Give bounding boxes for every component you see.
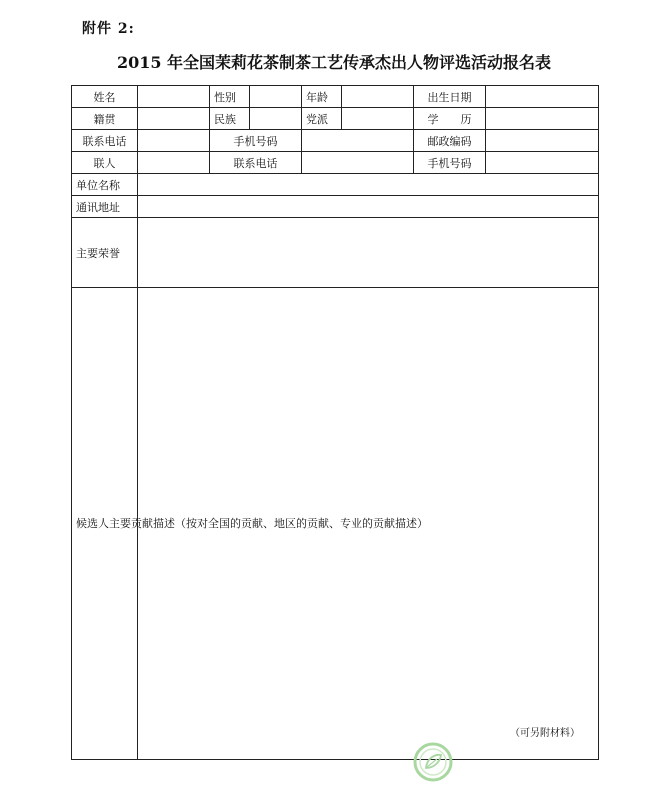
- leaf-watermark-icon: [413, 742, 453, 782]
- form-row-contact: [72, 152, 599, 174]
- name-label: 姓名: [72, 86, 138, 108]
- form-row-origin: [72, 108, 599, 130]
- birth-date-value[interactable]: [486, 86, 599, 108]
- work-unit-value[interactable]: [138, 174, 599, 196]
- form-row-phone: [72, 130, 599, 152]
- page-title: 2015 年全国茉莉花茶制茶工艺传承杰出人物评选活动报名表: [116, 53, 552, 72]
- native-place-label: 籍贯: [72, 108, 138, 130]
- form-row-work-unit: [72, 174, 599, 196]
- address-value[interactable]: [138, 196, 599, 218]
- gender-value[interactable]: [250, 86, 302, 108]
- address-label: 通讯地址: [72, 196, 138, 218]
- honors-value[interactable]: [138, 218, 599, 288]
- contributions-value[interactable]: [138, 288, 599, 760]
- form-row-basic: [72, 86, 599, 108]
- native-place-value[interactable]: [138, 108, 210, 130]
- work-unit-label: 单位名称: [72, 174, 138, 196]
- form-row-address: [72, 196, 599, 218]
- contributions-label: 候选人主要贡献描述（按对全国的贡献、地区的贡献、专业的贡献描述）: [72, 288, 138, 760]
- contact-value[interactable]: [138, 152, 210, 174]
- attachment-label: 附件 2:: [82, 21, 135, 37]
- party-label: 党派: [302, 108, 342, 130]
- ethnicity-value[interactable]: [250, 108, 302, 130]
- mobile-label: 手机号码: [210, 130, 302, 152]
- phone-value[interactable]: [138, 130, 210, 152]
- honors-label: 主要荣誉: [72, 218, 138, 288]
- age-value[interactable]: [342, 86, 414, 108]
- age-label: 年龄: [302, 86, 342, 108]
- form-row-honors: [72, 218, 599, 288]
- attachment-note: （可另附材料）: [510, 728, 580, 739]
- postcode-value[interactable]: [486, 130, 599, 152]
- education-label: 学 历: [414, 108, 486, 130]
- birth-date-label: 出生日期: [414, 86, 486, 108]
- name-value[interactable]: [138, 86, 210, 108]
- contact-phone-value[interactable]: [302, 152, 414, 174]
- party-value[interactable]: [342, 108, 414, 130]
- contact-phone-label: 联系电话: [210, 152, 302, 174]
- contact-label: 联人: [72, 152, 138, 174]
- phone-label: 联系电话: [72, 130, 138, 152]
- form-row-contributions: [72, 288, 599, 760]
- contact-mobile-value[interactable]: [486, 152, 599, 174]
- gender-label: 性别: [210, 86, 250, 108]
- contact-mobile-label: 手机号码: [414, 152, 486, 174]
- postcode-label: 邮政编码: [414, 130, 486, 152]
- registration-form: [71, 85, 599, 760]
- mobile-value[interactable]: [302, 130, 414, 152]
- education-value[interactable]: [486, 108, 599, 130]
- ethnicity-label: 民族: [210, 108, 250, 130]
